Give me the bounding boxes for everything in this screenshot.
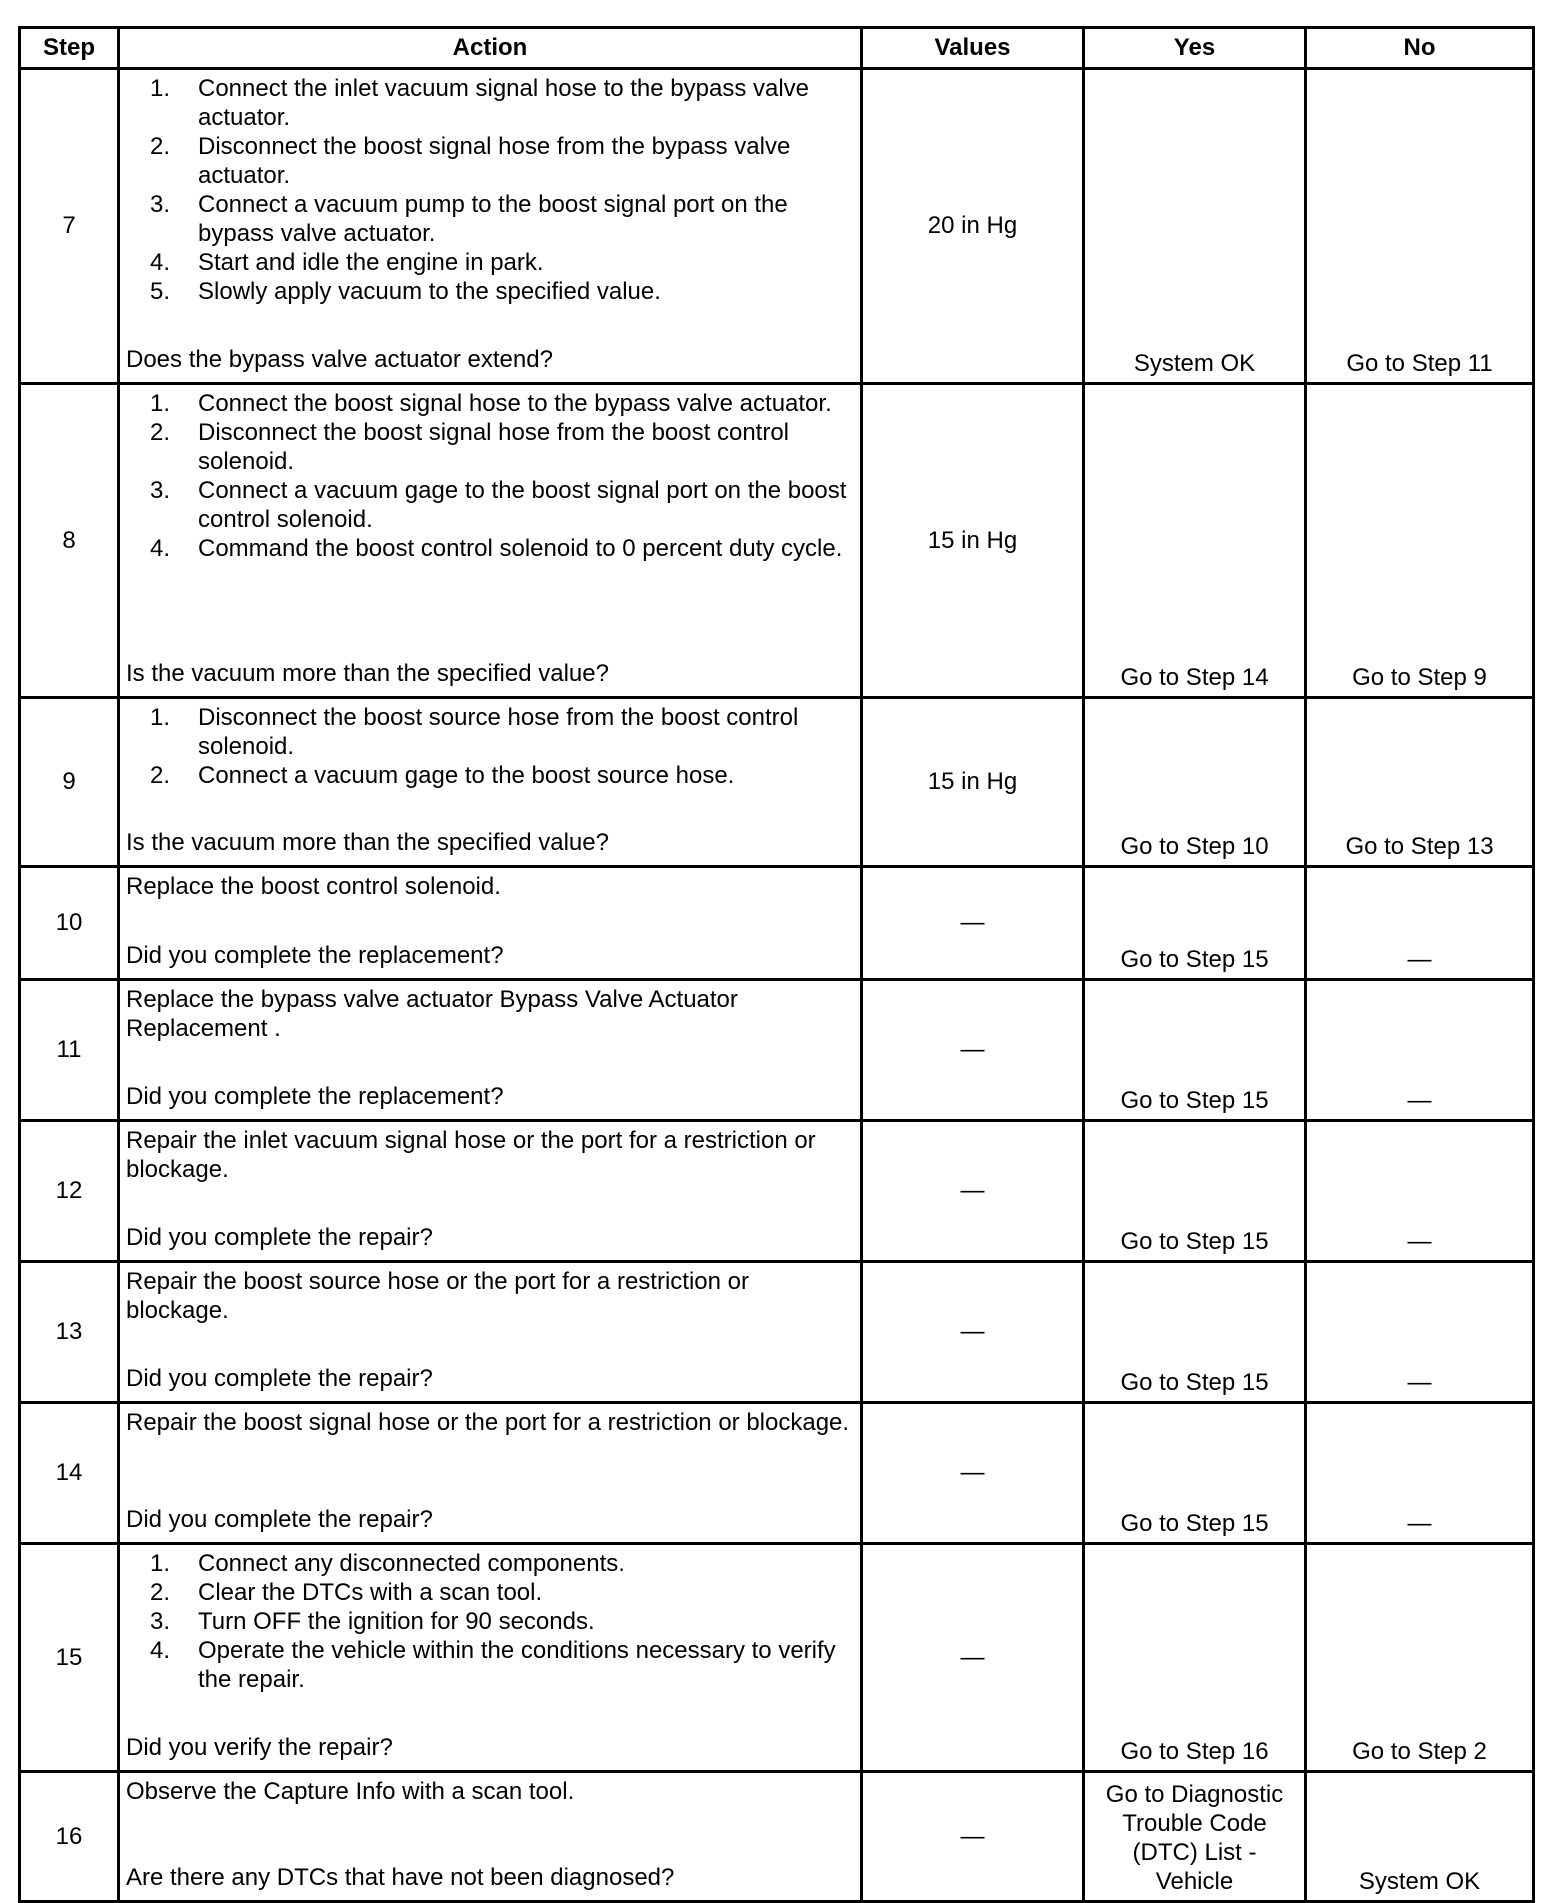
list-item: [126, 389, 854, 418]
action-content: [126, 1126, 854, 1252]
list-item: [126, 248, 854, 277]
no-cell: Go to Step 11: [1306, 69, 1534, 384]
yes-cell: [1084, 69, 1306, 384]
step-cell: 16: [20, 1772, 119, 1902]
action-cell: [119, 1262, 862, 1403]
no-cell: —: [1306, 1121, 1534, 1262]
header-yes: Yes: [1084, 28, 1306, 69]
yes-cell: [1084, 980, 1306, 1121]
yes-text: System OK: [1133, 350, 1256, 377]
action-question: Did you complete the replacement?: [126, 1083, 504, 1110]
action-content: [126, 703, 854, 857]
list-item-number: 3.: [149, 477, 170, 504]
action-content: [126, 1267, 854, 1393]
list-item-number: 4.: [149, 535, 170, 562]
list-item-text: Command the boost control solenoid to 0 percent duty cycle.: [198, 535, 843, 562]
step-cell: 12: [20, 1121, 119, 1262]
yes-text: Go to Step 14: [1120, 664, 1269, 691]
action-question: Is the vacuum more than the specified value?: [126, 660, 609, 687]
list-item-text: Disconnect the boost signal hose from the boost control solenoid.: [198, 419, 789, 475]
table-body: [20, 69, 1534, 1902]
action-content: [126, 1408, 854, 1534]
list-item: [126, 761, 854, 790]
table-row: [20, 1403, 1534, 1544]
values-cell: —: [862, 980, 1084, 1121]
action-question: Did you complete the repair?: [126, 1224, 433, 1251]
action-question: Did you complete the repair?: [126, 1365, 433, 1392]
table-row: [20, 1121, 1534, 1262]
table-row: [20, 1544, 1534, 1772]
list-item-text: Connect a vacuum pump to the boost signal port on the bypass valve actuator.: [198, 191, 788, 247]
list-item: [126, 1636, 854, 1694]
list-item: [126, 277, 854, 306]
action-question: Are there any DTCs that have not been diagnosed?: [126, 1864, 675, 1891]
diagnostic-table-wrapper: [18, 26, 1535, 1903]
header-action: Action: [119, 28, 862, 69]
diagnostic-table: [18, 26, 1535, 1903]
action-question: Did you complete the repair?: [126, 1506, 433, 1533]
action-steps-list: [126, 74, 854, 306]
action-content: [126, 872, 854, 970]
step-cell: 9: [20, 698, 119, 867]
table-row: [20, 980, 1534, 1121]
step-cell: 7: [20, 69, 119, 384]
list-item-number: 2.: [149, 133, 170, 160]
no-cell: System OK: [1306, 1772, 1534, 1902]
list-item-number: 5.: [149, 278, 170, 305]
list-item-text: Slowly apply vacuum to the specified value.: [198, 278, 661, 305]
list-item-number: 2.: [149, 762, 170, 789]
step-cell: 13: [20, 1262, 119, 1403]
yes-text: Go to Step 15: [1120, 1369, 1269, 1396]
yes-text: Go to Step 15: [1120, 1087, 1269, 1114]
list-item-number: 1.: [149, 704, 170, 731]
list-item-number: 1.: [149, 75, 170, 102]
no-cell: —: [1306, 980, 1534, 1121]
list-item-text: Connect the inlet vacuum signal hose to the bypass valve actuator.: [198, 75, 810, 131]
yes-text: Go to Step 15: [1120, 1510, 1269, 1537]
action-content: [126, 74, 854, 374]
values-cell: 20 in Hg: [862, 69, 1084, 384]
list-item-text: Turn OFF the ignition for 90 seconds.: [198, 1608, 595, 1635]
yes-cell: [1084, 698, 1306, 867]
table-row: [20, 1262, 1534, 1403]
values-cell: 15 in Hg: [862, 698, 1084, 867]
list-item: [126, 418, 854, 476]
yes-cell: [1084, 1403, 1306, 1544]
list-item: [126, 132, 854, 190]
header-values: Values: [862, 28, 1084, 69]
action-cell: [119, 980, 862, 1121]
list-item: [126, 1607, 854, 1636]
values-cell: —: [862, 1403, 1084, 1544]
action-text: Observe the Capture Info with a scan tool.: [126, 1778, 575, 1805]
step-cell: 11: [20, 980, 119, 1121]
list-item-number: 3.: [149, 191, 170, 218]
header-no: No: [1306, 28, 1534, 69]
action-cell: [119, 384, 862, 698]
table-row: [20, 1772, 1534, 1902]
table-row: [20, 698, 1534, 867]
yes-cell: [1084, 1544, 1306, 1772]
list-item-number: 1.: [149, 390, 170, 417]
list-item: [126, 476, 854, 534]
yes-cell: [1084, 1772, 1306, 1902]
step-cell: 8: [20, 384, 119, 698]
no-cell: —: [1306, 867, 1534, 980]
action-text: Repair the boost signal hose or the port for a restriction or blockage.: [126, 1409, 850, 1436]
table-row: [20, 384, 1534, 698]
no-cell: —: [1306, 1403, 1534, 1544]
list-item: [126, 1578, 854, 1607]
action-cell: [119, 698, 862, 867]
action-content: [126, 985, 854, 1111]
yes-cell: [1084, 1121, 1306, 1262]
no-cell: Go to Step 9: [1306, 384, 1534, 698]
action-cell: [119, 1544, 862, 1772]
list-item: [126, 190, 854, 248]
action-cell: [119, 1403, 862, 1544]
action-cell: [119, 1772, 862, 1902]
list-item-number: 2.: [149, 419, 170, 446]
step-cell: 15: [20, 1544, 119, 1772]
step-cell: 10: [20, 867, 119, 980]
list-item-number: 4.: [149, 1637, 170, 1664]
yes-cell: [1084, 1262, 1306, 1403]
action-cell: [119, 1121, 862, 1262]
yes-text: Go to Step 10: [1120, 833, 1269, 860]
list-item-number: 1.: [149, 1550, 170, 1577]
header-row: [20, 28, 1534, 69]
action-question: Does the bypass valve actuator extend?: [126, 346, 553, 373]
action-text: Repair the inlet vacuum signal hose or the port for a restriction or blockage.: [126, 1127, 816, 1183]
action-question: Did you complete the replacement?: [126, 942, 504, 969]
list-item-text: Operate the vehicle within the conditions necessary to verify the repair.: [198, 1637, 836, 1693]
values-cell: —: [862, 1262, 1084, 1403]
action-text: Replace the boost control solenoid.: [126, 873, 501, 900]
list-item-text: Clear the DTCs with a scan tool.: [198, 1579, 543, 1606]
action-content: [126, 1777, 854, 1892]
action-question: Did you verify the repair?: [126, 1734, 393, 1761]
list-item-text: Connect a vacuum gage to the boost source hose.: [198, 762, 735, 789]
table-row: [20, 69, 1534, 384]
values-cell: —: [862, 1772, 1084, 1902]
action-content: [126, 1549, 854, 1762]
header-step: Step: [20, 28, 119, 69]
list-item-text: Disconnect the boost signal hose from the bypass valve actuator.: [198, 133, 791, 189]
no-cell: —: [1306, 1262, 1534, 1403]
no-cell: Go to Step 2: [1306, 1544, 1534, 1772]
yes-text: Go to Step 15: [1120, 1228, 1269, 1255]
list-item-number: 3.: [149, 1608, 170, 1635]
yes-cell: [1084, 867, 1306, 980]
values-cell: —: [862, 867, 1084, 980]
action-question: Is the vacuum more than the specified value?: [126, 829, 609, 856]
values-cell: —: [862, 1121, 1084, 1262]
action-cell: [119, 867, 862, 980]
table-row: [20, 867, 1534, 980]
list-item-text: Connect the boost signal hose to the bypass valve actuator.: [198, 390, 832, 417]
action-steps-list: [126, 389, 854, 563]
action-steps-list: [126, 1549, 854, 1694]
list-item-number: 2.: [149, 1579, 170, 1606]
list-item-text: Connect a vacuum gage to the boost signal port on the boost control solenoid.: [198, 477, 847, 533]
values-cell: 15 in Hg: [862, 384, 1084, 698]
action-text: Repair the boost source hose or the port for a restriction or blockage.: [126, 1268, 749, 1324]
action-text: Replace the bypass valve actuator Bypass Valve Actuator Replacement .: [126, 986, 738, 1042]
list-item-number: 4.: [149, 249, 170, 276]
list-item: [126, 534, 854, 563]
list-item: [126, 703, 854, 761]
list-item-text: Start and idle the engine in park.: [198, 249, 544, 276]
yes-cell: [1084, 384, 1306, 698]
action-content: [126, 389, 854, 688]
list-item: [126, 74, 854, 132]
yes-text: Go to Step 15: [1120, 946, 1269, 973]
yes-text: Go to Diagnostic Trouble Code (DTC) List - Vehicle: [1105, 1781, 1284, 1895]
list-item-text: Connect any disconnected components.: [198, 1550, 625, 1577]
action-steps-list: [126, 703, 854, 790]
step-cell: 14: [20, 1403, 119, 1544]
list-item: [126, 1549, 854, 1578]
values-cell: —: [862, 1544, 1084, 1772]
no-cell: Go to Step 13: [1306, 698, 1534, 867]
list-item-text: Disconnect the boost source hose from the boost control solenoid.: [198, 704, 799, 760]
yes-text: Go to Step 16: [1120, 1738, 1269, 1765]
action-cell: [119, 69, 862, 384]
